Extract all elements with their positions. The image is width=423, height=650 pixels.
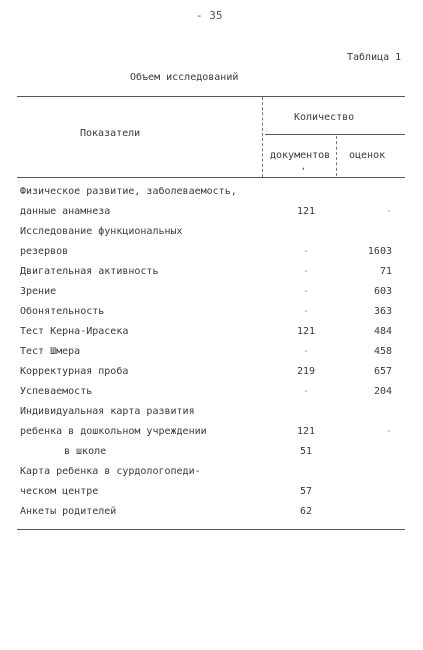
table-row-label: Тест Шмера (20, 346, 81, 357)
header-grades: оценок (349, 150, 386, 161)
table-cell-documents: - (302, 346, 310, 357)
quantity-subheader-rule (265, 134, 405, 135)
table-row-label: Тест Керна-Ирасека (20, 326, 129, 337)
table-cell-grades: 657 (373, 366, 392, 377)
table-row-label: Зрение (20, 286, 57, 297)
table-row-label: ческом центре (20, 486, 99, 497)
table-cell-grades: 204 (373, 386, 392, 397)
header-column-divider (262, 97, 263, 177)
table-cell-grades: 1603 (367, 246, 392, 257)
header-bottom-border (17, 177, 405, 178)
table-row-label: резервов (20, 246, 69, 257)
table-row-label: ребенка в дошкольном учреждении (20, 426, 207, 437)
table-cell-documents: 51 (299, 446, 313, 457)
table-cell-documents: 121 (296, 326, 316, 337)
table-label: Таблица 1 (347, 52, 402, 63)
table-cell-grades: 484 (373, 326, 392, 337)
table-row-label: в школе (64, 446, 107, 457)
table-cell-documents: 219 (296, 366, 316, 377)
header-quantity: Количество (294, 112, 355, 123)
table-cell-grades: - (385, 206, 392, 217)
table-row-label: Анкеты родителей (20, 506, 117, 517)
table-row-label: Успеваемость (20, 386, 93, 397)
table-cell-grades: 363 (373, 306, 392, 317)
table-cell-documents: - (302, 306, 310, 317)
header-indicators: Показатели (80, 128, 141, 139)
table-row-label: Исследование функциональных (20, 226, 183, 237)
table-row-label: Индивидуальная карта развития (20, 406, 195, 417)
table-cell-documents: - (302, 386, 310, 397)
table-cell-documents: 121 (296, 206, 316, 217)
table-cell-documents: 121 (296, 426, 316, 437)
table-cell-documents: - (302, 246, 310, 257)
table-cell-documents: 57 (299, 486, 313, 497)
table-row-label: Карта ребенка в сурдологопеди- (20, 466, 201, 477)
header-documents-mark: , (301, 162, 306, 171)
table-cell-documents: - (302, 286, 310, 297)
table-cell-grades: 603 (373, 286, 392, 297)
table-row-label: данные анамнеза (20, 206, 111, 217)
table-cell-documents: - (302, 266, 310, 277)
table-row-label: Корректурная проба (20, 366, 129, 377)
table-row-label: Обонятельность (20, 306, 105, 317)
header-documents: документов (270, 150, 331, 161)
table-row-label: Физическое развитие, заболеваемость, (20, 186, 237, 197)
table-cell-grades: - (385, 426, 392, 437)
subcolumn-divider (336, 136, 337, 176)
table-cell-grades: 458 (373, 346, 392, 357)
table-cell-documents: 62 (299, 506, 313, 517)
page-number: - 35 (196, 9, 223, 22)
table-title: Объем исследований (130, 72, 239, 83)
table-row-label: Двигательная активность (20, 266, 159, 277)
table-bottom-border (17, 529, 405, 530)
table-top-border (17, 96, 405, 97)
table-cell-grades: 71 (379, 266, 392, 277)
